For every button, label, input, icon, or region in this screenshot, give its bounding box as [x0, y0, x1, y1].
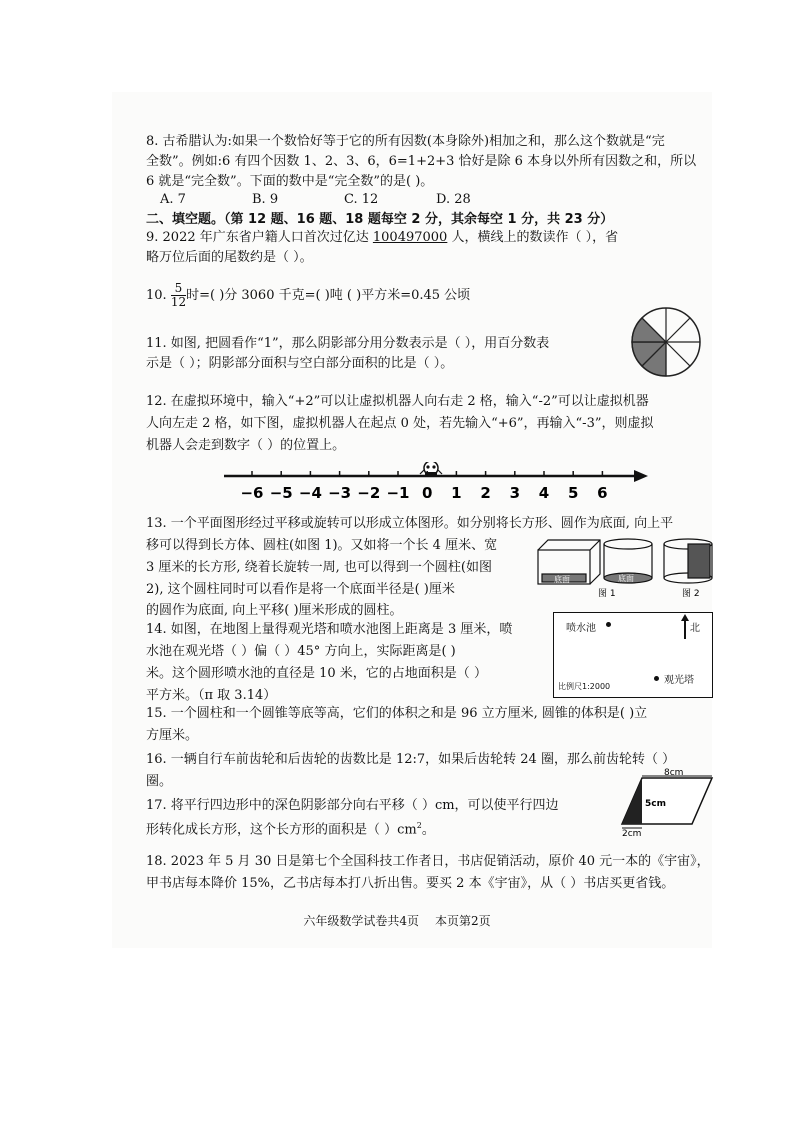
q17-line2-end: 。 [421, 822, 435, 838]
cuboid-base-label: 底面 [554, 575, 570, 584]
number-line-tick-label: 5 [567, 484, 579, 502]
north-arrow-head-icon [681, 614, 689, 621]
q14-map [553, 612, 713, 698]
number-line-tick-label: 0 [421, 484, 433, 502]
figure2-caption: 图 2 [682, 589, 700, 599]
q13-line1: 13. 一个平面图形经过平移或旋转可以形成立体图形。如分别将长方形、圆作为底面, 向上平 [146, 516, 674, 531]
q12-line1: 12. 在虚拟环境中，输入“+2”可以让虚拟机器人向右走 2 格，输入“-2”可以让虚拟机器 [146, 394, 649, 409]
q16-line2: 圈。 [146, 774, 173, 789]
q16-line1: 16. 一辆自行车前齿轮和后齿轮的齿数比是 12:7，如果后齿轮转 24 圈，那么前齿轮转（ ） [146, 752, 676, 767]
map-fountain-label: 喷水池 [566, 623, 596, 634]
q13-figures [532, 536, 722, 600]
tower-dot-icon [654, 676, 659, 681]
number-line-tick-label: −5 [269, 484, 293, 502]
q17-line1: 17. 将平行四边形中的深色阴影部分向右平移（ ）cm，可以使平行四边 [146, 798, 559, 813]
q10-numerator: 5 [171, 282, 186, 296]
map-scale-label: 比例尺1:2000 [558, 682, 611, 691]
q14-line3: 米。这个圆形喷水池的直径是 10 米，它的占地面积是（ ） [146, 666, 487, 681]
cylinder-base-label: 底面 [618, 574, 634, 583]
q13-line5: 的圆作为底面, 向上平移( )厘米形成的圆柱。 [146, 603, 403, 618]
q17-superscript: 2 [416, 821, 422, 830]
q10-line [146, 282, 470, 310]
label-8cm: 8cm [664, 768, 684, 778]
q13-line3: 3 厘米的长方形, 绕着长旋转一周, 也可以得到一个圆柱(如图 [146, 560, 493, 575]
q18-line2: 甲书店每本降价 15%，乙书店每本打八折出售。要买 2 本《宇宙》，从（ ）书店买更省钱。 [146, 876, 675, 891]
q17-line2 [146, 816, 435, 840]
q9-line1 [146, 228, 618, 248]
q9-suffix: 人，横线上的数读作（ ），省 [447, 230, 619, 245]
q13-line2: 移可以得到长方体、圆柱(如图 1)。又如将一个长 4 厘米、宽 [146, 538, 498, 553]
number-line-tick-label: 4 [538, 484, 550, 502]
fountain-dot-icon [606, 622, 611, 627]
q14-line1: 14. 如图，在地图上量得观光塔和喷水池图上距离是 3 厘米，喷 [146, 622, 513, 637]
q8-line3: 6 就是“完全数”。下面的数中是“完全数”的是( )。 [146, 174, 434, 189]
q12-line2: 人向左走 2 格，如下图，虚拟机器人在起点 0 处，若先输入“+6”，再输入“-3”，则虚拟 [146, 416, 654, 431]
q8-line2: 全数”。例如:6 有四个因数 1、2、3、6，6=1+2+3 恰好是除 6 本身以外所有因数之和，所以 [146, 154, 697, 169]
q8-option-d: D. 28 [436, 192, 471, 207]
label-2cm: 2cm [622, 829, 642, 836]
rotated-cylinder-figure [664, 539, 712, 583]
number-line-tick-label: −3 [328, 484, 352, 502]
q17-line2-text: 形转化成长方形，这个长方形的面积是（ ）cm [146, 822, 417, 838]
page-footer [0, 912, 794, 929]
q15-line1: 15. 一个圆柱和一个圆锥等底等高，它们的体积之和是 96 立方厘米, 圆锥的体积是( )立 [146, 706, 648, 721]
q10-rest: 时=( )分 3060 千克=( )吨 ( )平方米=0.45 公顷 [186, 288, 471, 303]
q10-prefix: 10. [146, 288, 171, 303]
q11-line1: 11. 如图, 把圆看作“1”，那么阴影部分用分数表示是（ ），用百分数表 [146, 336, 550, 351]
number-line-tick-label: 6 [597, 484, 608, 502]
q12-line3: 机器人会走到数字（ ）的位置上。 [146, 438, 346, 453]
section2-title: 二、填空题。（第 12 题、16 题、18 题每空 2 分，其余每空 1 分，共 23 分） [146, 212, 614, 227]
q8-option-b: B. 9 [252, 192, 279, 207]
q9-number: 100497000 [372, 230, 448, 245]
q9-line2: 略万位后面的尾数约是（ ）。 [146, 250, 313, 265]
map-north-label: 北 [690, 623, 700, 634]
map-tower-label: 观光塔 [664, 675, 694, 686]
q18-line1: 18. 2023 年 5 月 30 日是第七个全国科技工作者日，书店促销活动，原价 40 元一本的《宇宙》， [146, 854, 710, 869]
q10-fraction [171, 282, 186, 309]
number-line-tick-label: −2 [357, 484, 381, 502]
q8-option-c: C. 12 [344, 192, 379, 207]
footer-page: 本页第2页 [435, 914, 491, 928]
number-line-arrow [634, 470, 648, 482]
q8-option-a: A. 7 [160, 192, 186, 207]
number-line-tick-label: −4 [298, 484, 322, 502]
q9-prefix: 9. 2022 年广东省户籍人口首次过亿达 [146, 230, 373, 245]
number-line-tick-label: −6 [240, 484, 264, 502]
q15-line2: 方厘米。 [146, 728, 199, 743]
footer-total: 六年级数学试卷共4页 [303, 914, 419, 928]
q11-line2: 示是（ ）；阴影部分面积与空白部分面积的比是（ ）。 [146, 356, 454, 371]
number-line-tick-label: 3 [509, 484, 521, 502]
q12-number-line [220, 462, 650, 506]
number-line-tick-label: 1 [451, 484, 462, 502]
label-5cm: 5cm [645, 799, 666, 809]
q14-line4: 平方米。（π 取 3.14） [146, 688, 277, 703]
figure1-caption: 图 1 [598, 589, 616, 599]
q17-parallelogram-figure [612, 766, 718, 836]
q14-line2: 水池在观光塔（ ）偏（ ）45° 方向上，实际距离是( ) [146, 644, 456, 659]
q8-line1: 8. 古希腊认为:如果一个数恰好等于它的所有因数(本身除外)相加之和，那么这个数就是“完 [146, 134, 665, 149]
q11-pie-figure [630, 306, 702, 378]
q10-denominator: 12 [170, 295, 187, 309]
number-line-tick-label: −1 [386, 484, 410, 502]
q13-line4: 2), 这个圆柱同时可以看作是将一个底面半径是( )厘米 [146, 582, 455, 597]
number-line-tick-label: 2 [480, 484, 491, 502]
